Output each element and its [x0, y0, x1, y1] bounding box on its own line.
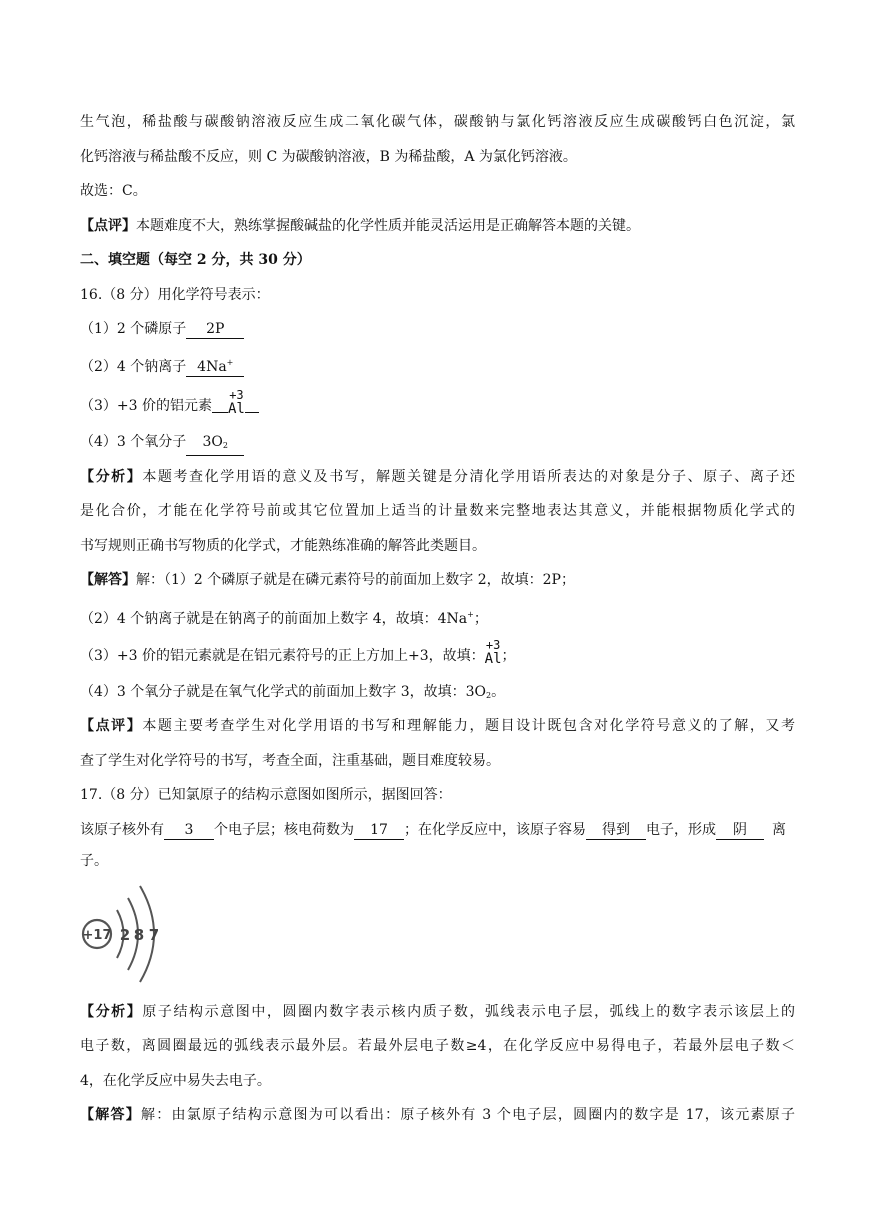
charge-superscript: + [467, 610, 474, 619]
solution-line [80, 605, 795, 625]
chlorine-atom-diagram [80, 882, 170, 987]
solution-line [80, 638, 795, 670]
answer-blank [186, 354, 244, 377]
shell-electrons-2: 8 [133, 926, 145, 944]
solution-text: 解：由氯原子结构示意图为可以看出：原子核外有 3 个电子层，圆圈内的数字是 17，该元素原子 [141, 1107, 795, 1123]
section-title: 二、填空题（每空 2 分，共 30 分） [80, 252, 311, 268]
answer-blank [186, 433, 244, 456]
q16-item-3 [80, 388, 795, 420]
analysis-tag: 【分析】 [80, 469, 143, 485]
q16-item-4 [80, 432, 795, 452]
analysis-text: 原子结构示意图中，圆圈内数字表示核内质子数，弧线表示电子层，弧线上的数字表示该层上的 [142, 1004, 795, 1020]
answer-blank [354, 821, 404, 840]
fill-text: 该原子核外有 [80, 822, 164, 838]
review-line [80, 216, 795, 236]
solution-text: （3）+3 价的铝元素就是在铝元素符号的正上方加上+3，故填： [80, 648, 485, 664]
solution-line [80, 1105, 795, 1125]
answer-blank [164, 821, 214, 840]
review-line [80, 716, 795, 736]
valence-notation [485, 638, 502, 666]
analysis-line: 电子数，离圆圈最远的弧线表示最外层。若最外层电子数≥4，在化学反应中易得电子，若最外层电子数＜ [80, 1038, 795, 1054]
valence-value: +3 [229, 388, 244, 402]
shell-electrons-3: 7 [148, 926, 160, 944]
q17-fill-line [80, 820, 795, 840]
q17-fill-line: 子。 [80, 853, 108, 869]
analysis-line [80, 467, 795, 487]
solution-line [80, 570, 795, 590]
charge-superscript: + [226, 358, 234, 367]
analysis-line: 4，在化学反应中易失去电子。 [80, 1073, 271, 1089]
answer-text: 4Na [197, 359, 227, 375]
analysis-line: 是化合价，才能在化学符号前或其它位置加上适当的计量数来完整地表达其意义，并能根据物质化学式的 [80, 503, 795, 519]
analysis-text: 本题考查化学用语的意义及书写，解题关键是分清化学用语所表达的对象是分子、原子、离子还 [142, 469, 795, 485]
question-16-stem: 16.（8 分）用化学符号表示： [80, 287, 270, 303]
analysis-line [80, 1002, 795, 1022]
q16-item-2 [80, 354, 795, 374]
answer-text: 得到 [602, 822, 630, 838]
paragraph-line: 生气泡，稀盐酸与碳酸钠溶液反应生成二氧化碳气体，碳酸钠与氯化钙溶液反应生成碳酸钙白色沉淀，氯 [80, 114, 795, 130]
answer-text: 17 [370, 822, 388, 838]
fill-text: 个电子层；核电荷数为 [214, 822, 354, 838]
answer-choice: 故选：C。 [80, 183, 147, 199]
shell-electrons-1: 2 [119, 926, 131, 944]
q16-item-1 [80, 319, 795, 339]
element-symbol: Al [228, 401, 245, 417]
element-symbol: Al [484, 651, 502, 667]
valence-value: +3 [485, 638, 501, 652]
nucleus-charge: +17 [82, 928, 112, 943]
answer-blank [186, 320, 244, 339]
solution-text: （4）3 个氧分子就是在氧气化学式的前面加上数字 3，故填：3O [80, 684, 487, 700]
review-line: 查了学生对化学符号的书写，考查全面，注重基础，题目难度较易。 [80, 753, 500, 769]
item-label: （3）+3 价的铝元素 [80, 398, 212, 414]
solution-text: 解：（1）2 个磷原子就是在磷元素符号的前面加上数字 2，故填：2P； [136, 572, 575, 588]
answer-blank [586, 821, 646, 840]
fill-text: 电子，形成 [646, 822, 716, 838]
solution-text: （2）4 个钠离子就是在钠离子的前面加上数字 4，故填：4Na [80, 611, 468, 627]
solution-line [80, 682, 795, 702]
fill-text: 离 [772, 822, 786, 838]
item-label: （4）3 个氧分子 [80, 434, 187, 450]
answer-blank [716, 821, 764, 840]
review-text: 本题主要考查学生对化学用语的书写和理解能力，题目设计既包含对化学符号意义的了解，又考 [142, 718, 795, 734]
review-tag: 【点评】 [80, 718, 143, 734]
solution-tag: 【解答】 [80, 572, 136, 588]
solution-tag: 【解答】 [80, 1107, 142, 1123]
fill-text: ；在化学反应中，该原子容易 [404, 822, 586, 838]
answer-text: 3 [184, 822, 194, 838]
answer-text: 3O [202, 434, 223, 450]
subscript: 2 [222, 441, 228, 450]
review-tag: 【点评】 [80, 218, 136, 234]
punctuation: ； [473, 611, 488, 627]
answer-text: 2P [206, 321, 225, 337]
answer-text: 阴 [733, 822, 747, 838]
review-text: 本题难度不大，熟练掌握酸碱盐的化学性质并能灵活运用是正确解答本题的关键。 [136, 218, 640, 234]
item-label: （1）2 个磷原子 [80, 321, 187, 337]
answer-blank-right [245, 411, 259, 413]
analysis-line: 书写规则正确书写物质的化学式，才能熟练准确的解答此类题目。 [80, 538, 486, 554]
paragraph-line: 化钙溶液与稀盐酸不反应，则 C 为碳酸钠溶液，B 为稀盐酸，A 为氯化钙溶液。 [80, 149, 577, 165]
item-label: （2）4 个钠离子 [80, 359, 187, 375]
valence-notation [228, 388, 245, 416]
subscript: 2 [486, 691, 492, 700]
punctuation: ； [501, 648, 516, 664]
punctuation: 。 [491, 684, 506, 700]
analysis-tag: 【分析】 [80, 1004, 143, 1020]
answer-blank-left [212, 411, 228, 413]
question-17-stem: 17.（8 分）已知氯原子的结构示意图如图所示，据图回答： [80, 787, 452, 803]
